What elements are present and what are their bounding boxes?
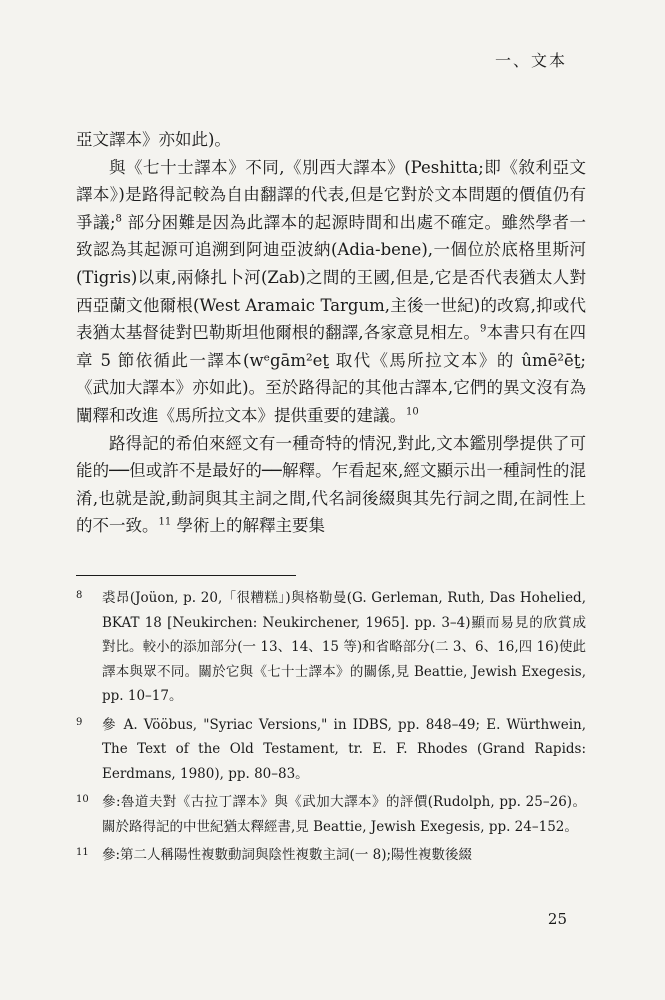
footnote-ref[interactable]: 10 — [406, 406, 419, 418]
running-header: 一、文本 — [494, 51, 567, 70]
footnote-text: 裘昂(Joüon, p. 20,「很糟糕」)與格勒曼(G. Gerleman, Ruth, Das Hohelied, BKAT 18 [Neukirchen: Neukirchener, 1965]. pp. 3–4)顯而易見的欣賞成對比。較小的添加部分(一 13、14、15 等)和省略部分(二 3、6、16,四 16)使此譯本與眾不同。關於它與《七十士譯本》的關係,見 Beattie, Jewish Exegesis, pp. 10–17。 — [102, 590, 586, 704]
footnote-text: 參 A. Vööbus, "Syriac Versions," in IDBS, pp. 848–49; E. Würthwein, The Text of the Old Testament, tr. E. F. Rhodes (Grand Rapids: Eerdmans, 1980), pp. 80–83。 — [102, 716, 586, 782]
footnote-number: 11 — [76, 847, 89, 858]
footnote-divider — [76, 575, 296, 576]
page-number: 25 — [547, 910, 567, 928]
footnote-number: 9 — [76, 716, 83, 728]
footnote-number: 8 — [76, 590, 83, 601]
footnote-11 — [76, 843, 586, 868]
footnote-ref[interactable]: 9 — [479, 323, 487, 335]
paragraph-2: 與《七十士譯本》不同,《別西大譯本》(Peshitta;即《敘利亞文譯本》)是路得記較為自由翻譯的代表,但是它對於文本問題的價值仍有爭議;$^8$ 部分困難是因為此譯本的起源時間和出處不確定。雖然學者一致認為其起源可追溯到阿迪亞波納(Adia-bene),一個位於底格里斯河(Tigris)以東,兩條扎卜河(Zab)之間的王國,但是,它是否代表猶太人對西亞蘭文他爾根(West Aramaic Targum,主後一世紀)的改寫,抑或代表猶太基督徒對巴勒斯坦他爾根的翻譯,各家意見相左。$^9$本書只有在四章 5 節依循此一譯本(wᵉgām²eṯ 取代《馬所拉文本》的 ûmē²ēṯ;《武加大譯本》亦如此)。至於路得記的其他古譯本,它們的異文沒有為闡釋和改進《馬所拉文本》提供重要的建議。$^{10}$ — [76, 157, 586, 425]
footnote-text: 參:魯道夫對《古拉丁譯本》與《武加大譯本》的評價(Rudolph, pp. 25–26)。關於路得記的中世紀猶太釋經書,見 Beattie, Jewish Exegesis, pp. 24–152。 — [102, 794, 586, 835]
footnote-number: 10 — [76, 794, 89, 805]
footnotes — [76, 586, 586, 872]
footnote-10 — [76, 790, 586, 839]
footnote-9 — [76, 713, 586, 787]
paragraph-1: 亞文譯本》亦如此)。 — [76, 130, 231, 149]
footnote-ref[interactable]: 8 — [115, 213, 122, 225]
footnote-ref[interactable]: 11 — [158, 516, 172, 528]
footnote-text: 參:第二人稱陽性複數動詞與陰性複數主詞(一 8);陽性複數後綴 — [102, 847, 473, 863]
main-text — [76, 126, 586, 540]
paragraph-3: 路得記的希伯來經文有一種奇特的情況,對此,文本鑑別學提供了可能的──但或許不是最好的──解釋。乍看起來,經文顯示出一種詞性的混淆,也就是說,動詞與其主詞之間,代名詞後綴與其先行詞之間,在詞性上的不一致。$^{11}$ 學術上的解釋主要集 — [76, 433, 586, 536]
footnote-8 — [76, 586, 586, 709]
